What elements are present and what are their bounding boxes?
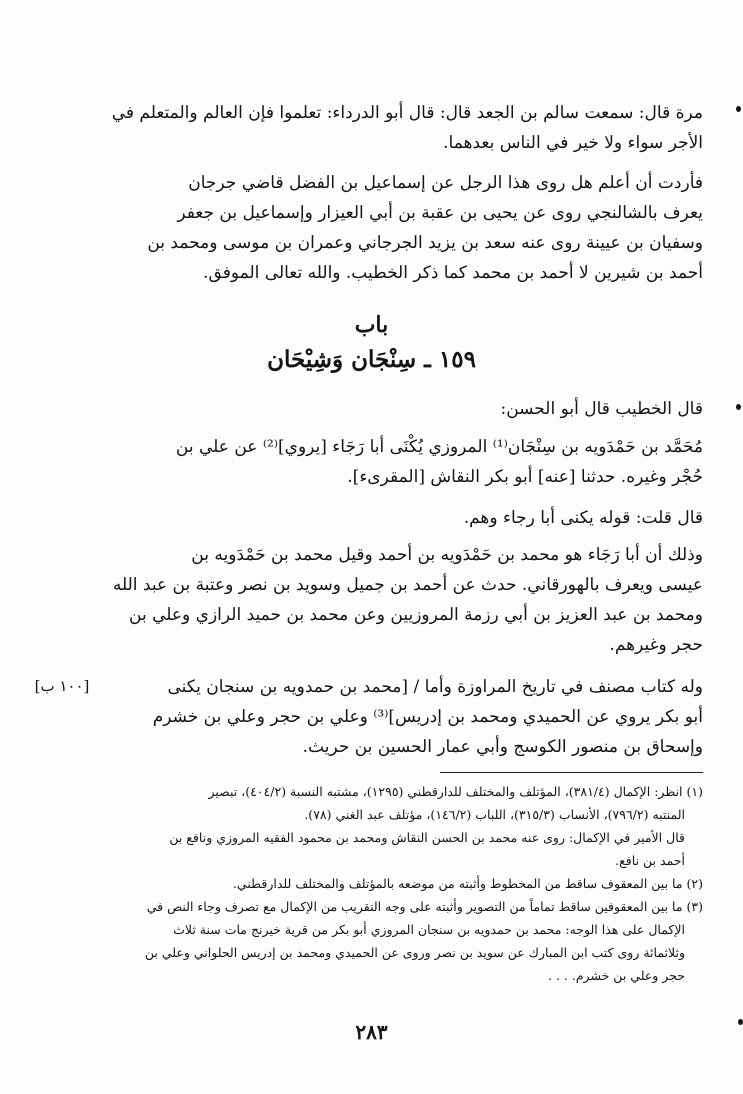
text-line: وسفيان بن عيينة روى عنه سعد بن يزيد الجرجاني وعمران بن موسى ومحمد بن bbox=[147, 233, 703, 253]
text-line: فأردت أن أعلم هل روى هذا الرجل عن إسماعيل بن الفضل قاضي جرجان bbox=[188, 173, 703, 193]
footnote-line: الإكمال على هذا الوجه: محمد بن حمدويه بن سنجان المروزي أبو بكر من قرية خيرنج مات سنة ثلاث bbox=[173, 922, 685, 937]
page-number: ٢٨٣ bbox=[355, 1020, 388, 1044]
text-line: حجر وغيرهم. bbox=[609, 635, 703, 655]
paragraph-1 bbox=[43, 98, 703, 158]
text-line: قال قلت: قوله يكنى أبا رجاء وهم. bbox=[463, 508, 703, 528]
footnote-line: قال الأمير في الإكمال: روى عنه محمد بن الحسن النقاش ومحمد بن محمود الفقيه المروزي ونافع بن bbox=[169, 830, 685, 845]
text-line: ومحمد بن عبد العزيز بن أبي رزمة المروزيين وعن محمد بن حميد الرازي وعلي بن bbox=[129, 605, 703, 625]
footnote-line: (٢) ما بين المعقوف ساقط من المخطوط وأثبته من موضعه بالمؤتلف والمختلف للدارقطني. bbox=[232, 876, 703, 891]
text-line: أبو بكر يروي عن الحميدي ومحمد بن إدريس]⁽³⁾ وعلي بن حجر وعلي بن خشرم bbox=[152, 707, 703, 727]
chapter-heading: ١٥٩ ـ سِنْجَان وَشِيْحَان bbox=[267, 346, 476, 373]
footnote-line: أحمد بن نافع. bbox=[615, 853, 685, 868]
margin-dot bbox=[736, 106, 741, 112]
paragraph-7 bbox=[103, 672, 703, 702]
footnote-line: (١) انظر: الإكمال (٣٨١/٤)، المؤتلف والمختلف للدارقطني (١٢٩٥)، مشتبه النسبة (٤٠٤/٢)، تبصير bbox=[208, 784, 703, 799]
paragraph-2 bbox=[43, 168, 703, 288]
text-line: يعرف بالشالنجي روى عن يحيى بن عقبة بن أبي العيزار وإسماعيل بن جعفر bbox=[177, 203, 703, 223]
footnote-line: المنتبه (٧٩٦/٢)، الأنساب (٣١٥/٣)، اللباب (١٤٦/٢)، مؤتلف عبد الغني (٧٨). bbox=[304, 807, 685, 822]
paragraph-5 bbox=[43, 503, 703, 533]
text-line: وإسحاق بن منصور الكوسج وأبي عمار الحسين بن حريث. bbox=[302, 737, 703, 757]
footnotes bbox=[33, 780, 703, 987]
text-line: مرة قال: سمعت سالم بن الجعد قال: قال أبو الدرداء: تعلموا فإن العالم والمتعلم في bbox=[111, 103, 703, 123]
text-line: وذلك أن أبا رَجَاء هو محمد بن حَمْدَويه بن أحمد وقيل محمد بن حَمْدَويه بن bbox=[191, 545, 703, 565]
footnote-line: وثلاثمائة روى كتب ابن المبارك عن سويد بن نصر وروى عن الحميدي ومحمد بن إدريس الحلواني وعلي بن bbox=[144, 945, 685, 960]
text-line: حُجْر وغيره. حدثنا [عنه] أبو بكر النقاش [المقرىء]. bbox=[347, 467, 703, 487]
text-line: أحمد بن شيرين لا أحمد بن محمد كما ذكر الخطيب. والله تعالى الموفق. bbox=[203, 263, 703, 283]
text-line: مُحَمَّد بن حَمْدَويه بن سِنْجَان⁽¹⁾ المروزي يُكْنَى أبا رَجَاء [يروي]⁽²⁾ عن علي بن bbox=[175, 437, 703, 457]
text-line: قال الخطيب قال أبو الحسن: bbox=[500, 399, 703, 419]
footnote-line: حجر وعلي بن خشرم. . . . bbox=[548, 968, 685, 983]
text-line: وله كتاب مصنف في تاريخ المراوزة وأما / [محمد بن حمدويه بن سنجان يكنى bbox=[167, 677, 703, 697]
paragraph-3 bbox=[43, 394, 703, 424]
footnote-line: (٣) ما بين المعقوفين ساقط تماماً من التصوير وأثبته على وجه التقريب من الإكمال مع تصرف وجاء النص في bbox=[146, 899, 703, 914]
footnote-divider bbox=[440, 772, 703, 773]
text-line: عيسى ويعرف بالهورقاني. حدث عن أحمد بن جميل وسويد بن نصر وعتبة بن عبد الله bbox=[112, 575, 703, 595]
paragraph-4 bbox=[43, 432, 703, 492]
paragraph-6 bbox=[43, 540, 703, 660]
margin-dot bbox=[736, 404, 741, 410]
folio-margin-note: [١٠٠ ب] bbox=[34, 677, 90, 695]
section-label: باب bbox=[354, 312, 389, 338]
text-line: الأجر سواء ولا خير في الناس بعدهما. bbox=[443, 133, 703, 153]
paragraph-7-cont bbox=[43, 702, 703, 762]
